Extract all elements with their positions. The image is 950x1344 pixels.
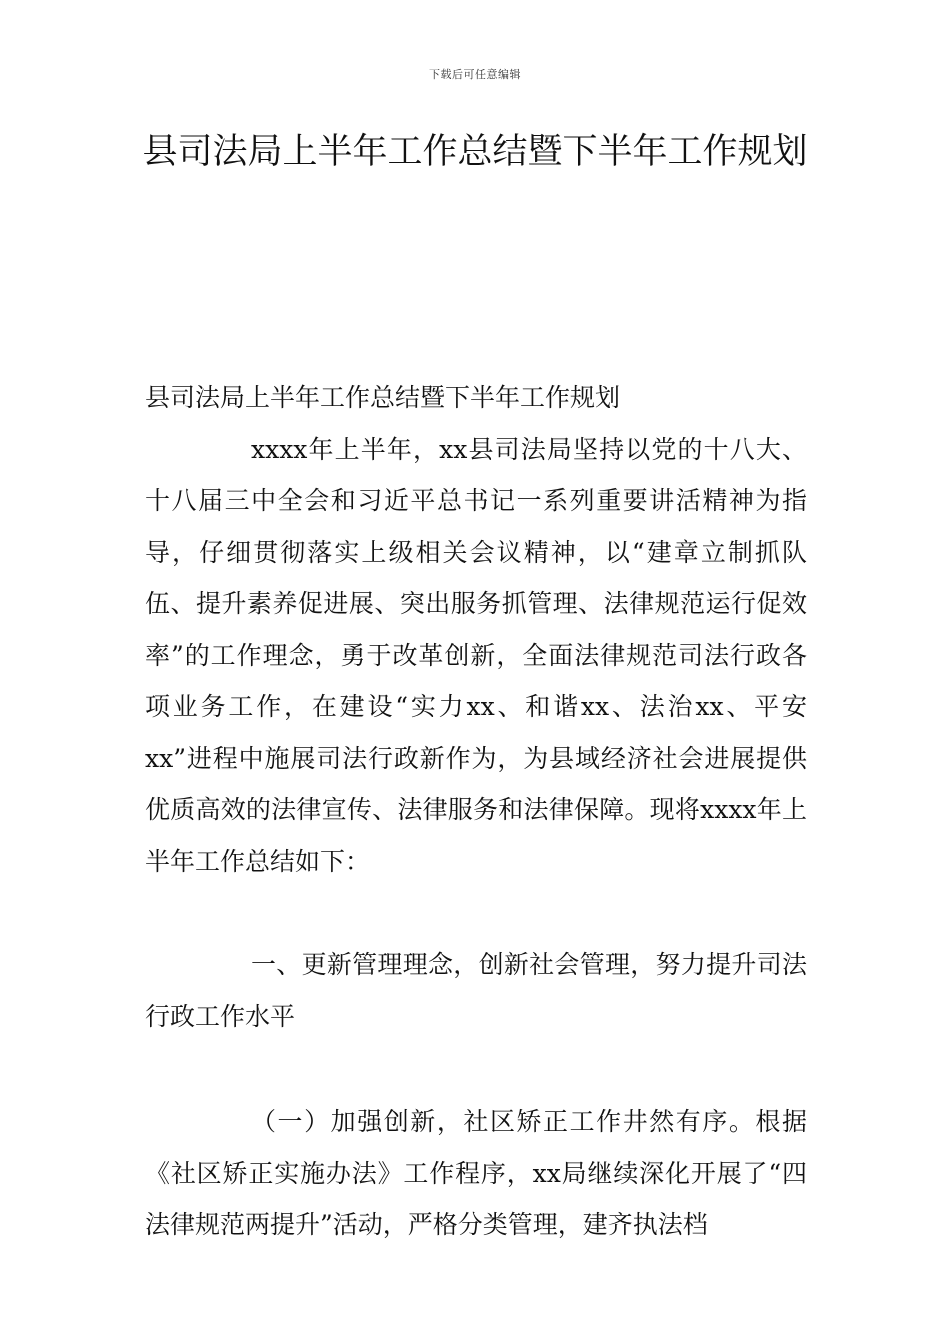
intro-paragraph: xxxx年上半年，xx县司法局坚持以党的十八大、十八届三中全会和习近平总书记一系列重要讲活精神为指导，仔细贯彻落实上级相关会议精神，以“建章立制抓队伍、提升素养促进展、突出服务抓管理、法律规范运行促效率”的工作理念，勇于改革创新，全面法律规范司法行政各项业务工作，在建设“实力xx、和谐xx、法治xx、平安xx”进程中施展司法行政新作为，为县域经济社会进展提供优质高效的法律宣传、法律服务和法律保障。现将xxxx年上半年工作总结如下：: [145, 434, 807, 876]
section-heading-1: 一、更新管理理念，创新社会管理，努力提升司法行政工作水平: [145, 950, 807, 1031]
document-title: 县司法局上半年工作总结暨下半年工作规划: [142, 132, 808, 172]
document-subtitle: 县司法局上半年工作总结暨下半年工作规划: [145, 383, 621, 412]
download-note: 下载后可任意编辑: [429, 68, 521, 81]
document-body: [145, 372, 807, 1251]
subsection-paragraph-1: （一）加强创新，社区矫正工作井然有序。根据《社区矫正实施办法》工作程序，xx局继续深化开展了“四法律规范两提升”活动，严格分类管理，建齐执法档: [145, 1107, 807, 1239]
